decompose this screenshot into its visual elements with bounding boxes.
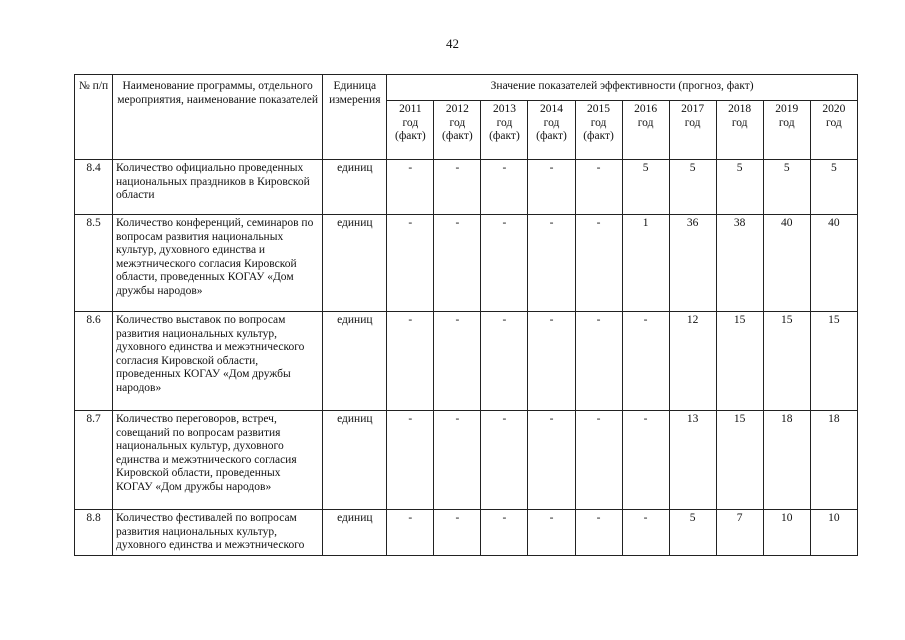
header-year-value: 2013 bbox=[492, 103, 516, 115]
value-cell-2020: 10 bbox=[810, 510, 857, 556]
header-year-word: год bbox=[778, 116, 795, 129]
value-cell-2017: 5 bbox=[669, 160, 716, 215]
header-year-value: 2012 bbox=[445, 103, 469, 115]
header-year-word: год bbox=[496, 116, 513, 129]
row-unit: единиц bbox=[323, 312, 387, 411]
value-cell-2014: - bbox=[528, 312, 575, 411]
value-cell-2019: 5 bbox=[763, 160, 810, 215]
value-cell-2019: 18 bbox=[763, 411, 810, 510]
value-cell-2016: - bbox=[622, 411, 669, 510]
header-year-note: (факт) bbox=[536, 130, 567, 142]
header-year-2017 bbox=[669, 101, 716, 160]
header-year-value: 2015 bbox=[587, 103, 611, 115]
row-unit: единиц bbox=[323, 411, 387, 510]
value-cell-2015: - bbox=[575, 312, 622, 411]
header-year-value: 2017 bbox=[681, 103, 705, 115]
value-cell-2018: 15 bbox=[716, 312, 763, 411]
value-cell-2014: - bbox=[528, 160, 575, 215]
value-cell-2017: 36 bbox=[669, 215, 716, 312]
indicator-name: Количество конференций, семинаров по вопросам развития национальных культур, духовного единства и межэтнического согласия Кировской области, проведенных КОГАУ «Дом дружбы народов» bbox=[113, 215, 323, 312]
value-cell-2012: - bbox=[434, 411, 481, 510]
row-number: 8.5 bbox=[75, 215, 113, 312]
header-year-word: год bbox=[543, 116, 560, 129]
value-cell-2020: 40 bbox=[810, 215, 857, 312]
header-unit: Единица измерения bbox=[323, 75, 387, 160]
value-cell-2014: - bbox=[528, 411, 575, 510]
value-cell-2015: - bbox=[575, 160, 622, 215]
header-year-2011 bbox=[387, 101, 434, 160]
value-cell-2018: 15 bbox=[716, 411, 763, 510]
value-cell-2012: - bbox=[434, 160, 481, 215]
value-cell-2019: 15 bbox=[763, 312, 810, 411]
value-cell-2011: - bbox=[387, 411, 434, 510]
value-cell-2018: 38 bbox=[716, 215, 763, 312]
table-row bbox=[75, 215, 858, 312]
value-cell-2018: 5 bbox=[716, 160, 763, 215]
value-cell-2017: 12 bbox=[669, 312, 716, 411]
value-cell-2015: - bbox=[575, 411, 622, 510]
page-number: 42 bbox=[446, 36, 459, 51]
value-cell-2016: 5 bbox=[622, 160, 669, 215]
header-year-value: 2018 bbox=[728, 103, 752, 115]
value-cell-2012: - bbox=[434, 215, 481, 312]
value-cell-2013: - bbox=[481, 160, 528, 215]
table-row bbox=[75, 411, 858, 510]
value-cell-2019: 10 bbox=[763, 510, 810, 556]
value-cell-2016: - bbox=[622, 312, 669, 411]
header-year-note: (факт) bbox=[489, 130, 520, 142]
value-cell-2013: - bbox=[481, 411, 528, 510]
table-row bbox=[75, 160, 858, 215]
indicator-name: Количество выставок по вопросам развития национальных культур, духовного единства и межэтнического согласия Кировской области, проведенных КОГАУ «Дом дружбы народов» bbox=[113, 312, 323, 411]
value-cell-2011: - bbox=[387, 312, 434, 411]
indicators-table bbox=[74, 74, 858, 556]
header-year-2013 bbox=[481, 101, 528, 160]
value-cell-2018: 7 bbox=[716, 510, 763, 556]
value-cell-2013: - bbox=[481, 215, 528, 312]
header-year-word: год bbox=[637, 116, 654, 129]
value-cell-2015: - bbox=[575, 215, 622, 312]
indicator-name: Количество фестивалей по вопросам развития национальных культур, духовного единства и межэтнического bbox=[113, 510, 323, 556]
header-year-2015 bbox=[575, 101, 622, 160]
header-year-word: год bbox=[731, 116, 748, 129]
row-unit: единиц bbox=[323, 215, 387, 312]
header-year-word: год bbox=[684, 116, 701, 129]
value-cell-2012: - bbox=[434, 510, 481, 556]
header-name: Наименование программы, отдельного мероприятия, наименование показателей bbox=[113, 75, 323, 160]
value-cell-2012: - bbox=[434, 312, 481, 411]
header-year-note: (факт) bbox=[395, 130, 426, 142]
value-cell-2014: - bbox=[528, 510, 575, 556]
header-year-2020 bbox=[810, 101, 857, 160]
header-year-value: 2019 bbox=[775, 103, 799, 115]
row-number: 8.4 bbox=[75, 160, 113, 215]
value-cell-2011: - bbox=[387, 160, 434, 215]
value-cell-2013: - bbox=[481, 510, 528, 556]
value-cell-2016: - bbox=[622, 510, 669, 556]
value-cell-2020: 5 bbox=[810, 160, 857, 215]
row-unit: единиц bbox=[323, 510, 387, 556]
value-cell-2011: - bbox=[387, 215, 434, 312]
header-year-value: 2014 bbox=[539, 103, 563, 115]
header-year-value: 2011 bbox=[399, 103, 422, 115]
header-year-note: (факт) bbox=[583, 130, 614, 142]
header-year-value: 2016 bbox=[634, 103, 658, 115]
value-cell-2011: - bbox=[387, 510, 434, 556]
table-body bbox=[75, 160, 858, 556]
value-cell-2019: 40 bbox=[763, 215, 810, 312]
indicator-name: Количество переговоров, встреч, совещаний по вопросам развития национальных культур, духовного единства и межэтнического согласия Кировской области, проведенных КОГАУ «Дом дружбы народов» bbox=[113, 411, 323, 510]
table-row bbox=[75, 312, 858, 411]
header-year-2018 bbox=[716, 101, 763, 160]
value-cell-2013: - bbox=[481, 312, 528, 411]
header-year-word: год bbox=[590, 116, 607, 129]
header-year-note: (факт) bbox=[442, 130, 473, 142]
row-number: 8.6 bbox=[75, 312, 113, 411]
value-cell-2017: 5 bbox=[669, 510, 716, 556]
header-year-word: год bbox=[826, 116, 842, 129]
value-cell-2017: 13 bbox=[669, 411, 716, 510]
value-cell-2020: 18 bbox=[810, 411, 857, 510]
header-year-value: 2020 bbox=[822, 103, 846, 115]
value-cell-2016: 1 bbox=[622, 215, 669, 312]
value-cell-2014: - bbox=[528, 215, 575, 312]
row-unit: единиц bbox=[323, 160, 387, 215]
header-year-2014 bbox=[528, 101, 575, 160]
header-row bbox=[75, 75, 858, 101]
header-num: № п/п bbox=[75, 75, 113, 160]
header-values-title: Значение показателей эффективности (прогноз, факт) bbox=[387, 75, 858, 101]
header-year-2019 bbox=[763, 101, 810, 160]
indicator-name: Количество официально проведенных национальных праздников в Кировской области bbox=[113, 160, 323, 215]
header-year-word: год bbox=[449, 116, 466, 129]
header-year-word: год bbox=[402, 116, 419, 129]
value-cell-2020: 15 bbox=[810, 312, 857, 411]
header-year-2016 bbox=[622, 101, 669, 160]
header-year-2012 bbox=[434, 101, 481, 160]
table-row bbox=[75, 510, 858, 556]
value-cell-2015: - bbox=[575, 510, 622, 556]
row-number: 8.7 bbox=[75, 411, 113, 510]
row-number: 8.8 bbox=[75, 510, 113, 556]
